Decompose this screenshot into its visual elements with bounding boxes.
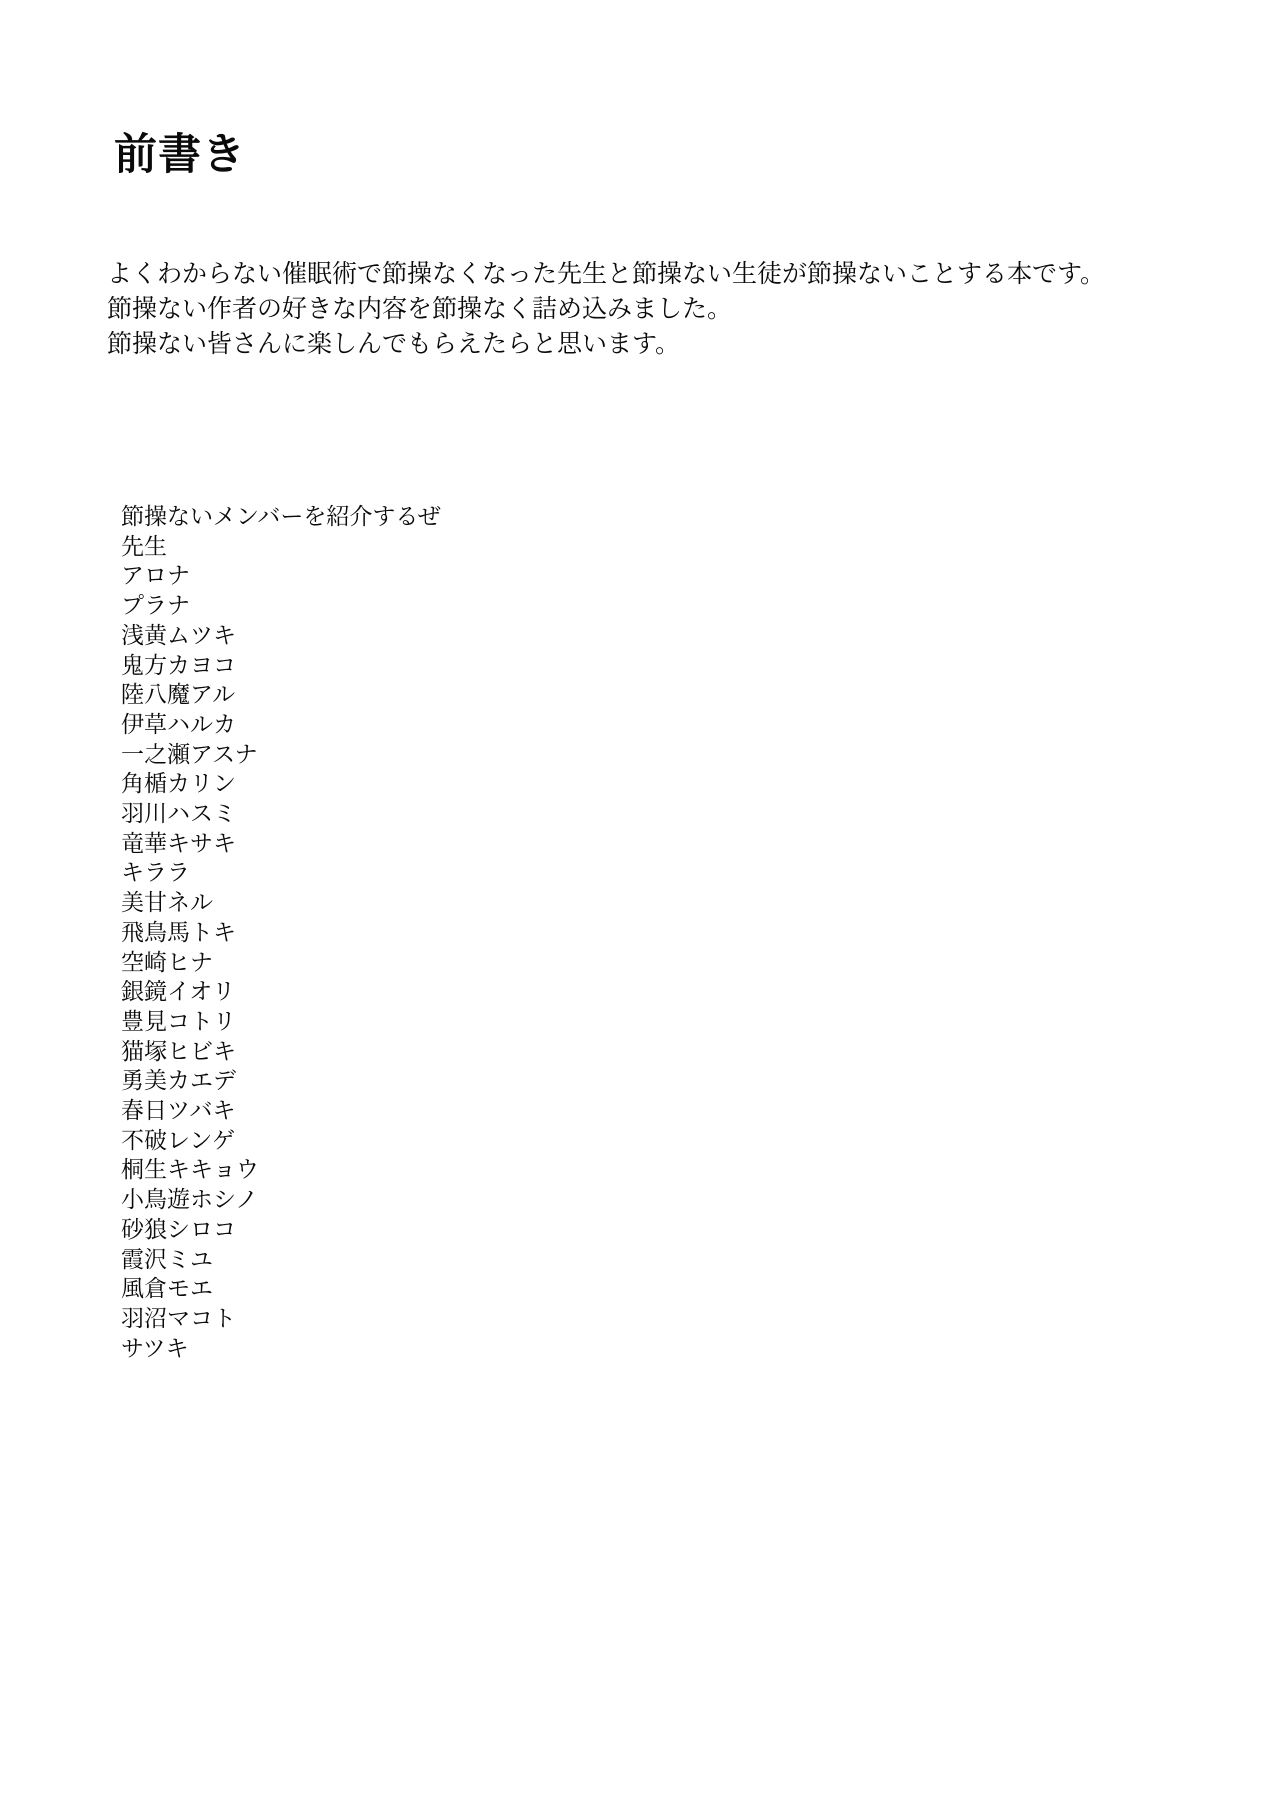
member-name: 陸八魔アル [121,682,236,708]
member-name: 砂狼シロコ [121,1216,236,1242]
member-name: 浅黄ムツキ [121,622,236,648]
member-name: 美甘ネル [121,890,213,916]
member-name: 豊見コトリ [121,1008,236,1034]
member-name: 春日ツバキ [121,1098,236,1124]
member-name: 猫塚ヒビキ [121,1038,236,1064]
member-name: 一之瀬アスナ [121,741,258,767]
intro-paragraph [107,257,1105,362]
member-name: 鬼方カヨコ [121,652,236,678]
member-name: 羽沼マコト [121,1305,236,1331]
intro-line-3: 節操ない皆さんに楽しんでもらえたらと思います。 [107,331,681,358]
member-name: 伊草ハルカ [121,711,236,737]
member-name: アロナ [121,563,190,589]
member-name: 空崎ヒナ [121,949,213,975]
member-name: キララ [121,860,190,886]
member-name: 霞沢ミユ [121,1246,213,1272]
member-name: 不破レンゲ [121,1127,235,1153]
member-name: 竜華キサキ [121,830,236,856]
member-name: プラナ [121,593,190,619]
member-name: 角楯カリン [121,771,236,797]
member-name: 羽川ハスミ [121,801,236,827]
member-list-heading: 節操ないメンバーを紹介するぜ [121,504,441,529]
intro-line-2: 節操ない作者の好きな内容を節操なく詰め込みました。 [107,296,733,323]
member-name: 勇美カエデ [121,1068,236,1094]
member-name: 飛鳥馬トキ [121,919,236,945]
member-name: 先生 [121,533,167,559]
member-name: 風倉モエ [121,1276,213,1302]
page-title: 前書き [114,131,246,179]
member-name: 桐生キキョウ [121,1157,259,1183]
member-name: 小鳥遊ホシノ [121,1187,259,1213]
intro-line-1: よくわからない催眠術で節操なくなった先生と節操ない生徒が節操ないことする本です。 [107,261,1106,288]
member-list [121,502,441,1363]
member-name: 銀鏡イオリ [121,979,236,1005]
member-name: サツキ [121,1335,189,1361]
